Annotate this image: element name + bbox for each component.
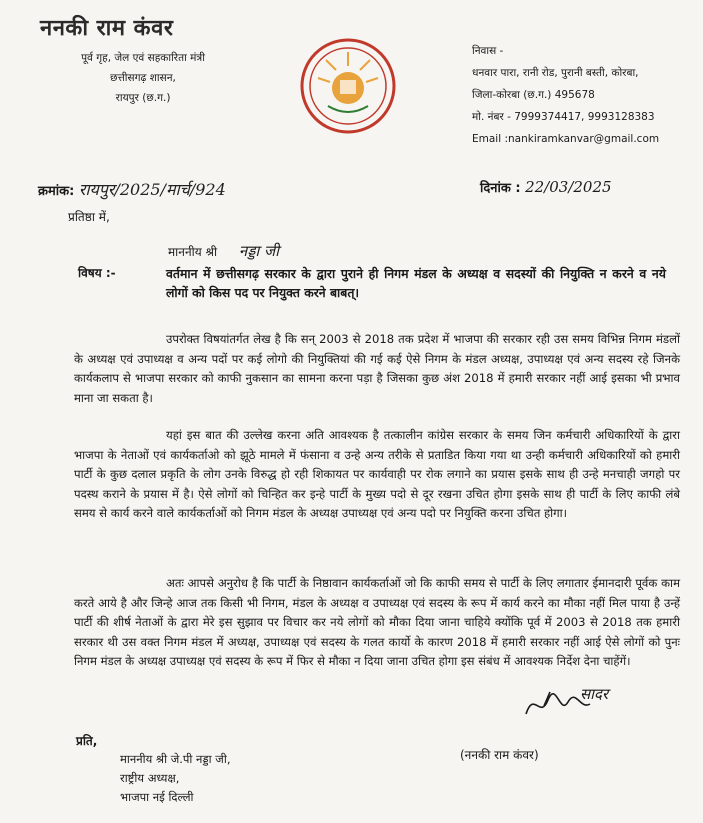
letterhead-name: ननकी राम कंवर (40, 16, 174, 41)
address-line: धनवार पारा, रानी रोड, पुरानी बस्ती, कोरबा, (472, 67, 639, 79)
copy-to-address (120, 750, 230, 807)
copy-to-line: राष्ट्रीय अध्यक्ष, (120, 771, 180, 785)
assembly-seal-emblem (298, 36, 398, 136)
copy-to-label: प्रति, (76, 734, 98, 748)
reference-value: रायपुर/2025/मार्च/924 (78, 180, 226, 199)
body-paragraph: यहां इस बात की उल्लेख करना अति आवश्यक है तत्कालीन कांग्रेस सरकार के समय जिन कर्मचारी अधिकारियों के द्वारा भाजपा के नेताओं एवं कार्यकर्ताओ को झूठे मामले में फंसाना व उन्हे अन्य तरीके से प्रताडित किया गया था उन्ही कर्मचारी अधिकारियों को हमारी पार्टी के कुछ दलाल प्रकृति के लोग उनके विरुद्ध हो रही शिकायत पर कार्यवाही पर रोक लगाने का प्रयास इसके साथ ही उन्हे मनचाही जगहो पर पदस्थ कराने के प्रयास में है। ऐसे लोगों को चिन्हित कर इन्हे पार्टी के मुख्य पदो से दूर रखना उचित होगा इसके साथ ही पार्टी के लिए काफी लंबे समय से कार्य करने वाले कार्यकर्ताओं को निगम मंडल के अध्यक्ष उपाध्यक्ष एवं अन्य पदो पर नियुक्ति करना उचित होगा। (74, 428, 680, 520)
reference-label: क्रमांक: (38, 184, 75, 199)
address-line: निवास - (472, 45, 504, 57)
copy-to-line: माननीय श्री जे.पी नड्डा जी, (120, 752, 231, 766)
reference-number (38, 178, 226, 200)
residence-address (472, 40, 659, 150)
letter-date (480, 178, 612, 196)
salutation: प्रतिष्ठा में, (68, 210, 110, 224)
designation-line: पूर्व गृह, जेल एवं सहकारिता मंत्री (81, 52, 205, 64)
email-line: Email :nankiramkanvar@gmail.com (472, 133, 660, 145)
designation-line: रायपुर (छ.ग.) (115, 92, 171, 104)
recipient-line (168, 241, 279, 261)
address-line: मो. नंबर - 7999374417, 9993128383 (472, 111, 655, 123)
body-paragraph: उपरोक्त विषयांतर्गत लेख है कि सन् 2003 से 2018 तक प्रदेश में भाजपा की सरकार रही उस समय विभिन्न निगम मंडलों के अध्यक्ष एवं उपाध्यक्ष व अन्य पदों पर कई लोगो की नियुक्तियां की गई कई ऐसे निगम के मंडल अध्यक्ष, उपाध्यक्ष एवं अन्य सदस्य रहे जिनके कार्यकलाप से भाजपा सरकार को काफी नुकसान का सामना करना पड़ा है जिसका कुछ अंश 2018 में हमारी सरकार नहीं आई इसका भी प्रभाव माना जा सकता है। (74, 332, 680, 405)
recipient-prefix: माननीय श्री (168, 245, 218, 259)
recipient-handwritten: नड्डा जी (238, 242, 280, 260)
date-value: 22/03/2025 (525, 178, 612, 196)
subject-text: वर्तमान में छत्तीसगढ़ सरकार के द्वारा पुराने ही निगम मंडल के अध्यक्ष व सदस्यों की नियुक्ति न करने व नये लोगों को किस पद पर नियुक्त करने बाबत्। (166, 266, 666, 300)
address-line: जिला-कोरबा (छ.ग.) 495678 (472, 89, 595, 101)
signer-name: (ननकी राम कंवर) (460, 748, 539, 762)
date-label: दिनांक : (480, 181, 521, 196)
handwritten-signature (520, 680, 610, 730)
signature-note: सादर (580, 685, 609, 703)
copy-to-line: भाजपा नई दिल्ली (120, 790, 194, 804)
designation-line: छत्तीसगढ़ शासन, (110, 72, 176, 84)
body-paragraph: अतः आपसे अनुरोध है कि पार्टी के निष्ठावान कार्यकर्ताओं जो कि काफी समय से पार्टी के लिए लगातार ईमानदारी पूर्वक काम करते आये है और जिन्हे आज तक किसी भी निगम, मंडल के अध्यक्ष व उपाध्यक्ष एवं सदस्य के रूप में कार्य करने का मौका नहीं मिल पाया है उन्हें पार्टी की शीर्ष नेताओं के द्वारा मेरे इस सुझाव पर विचार कर नये लोगों को मौका दिया जाना चाहिये क्योंकि पूर्व में 2003 से 2018 तक हमारी सरकार थी उस वक्त निगम मंडल में अध्यक्ष, उपाध्यक्ष एवं सदस्य के गलत कार्यो के कारण 2018 में हमारी सरकार नहीं आई ऐसे लोगों को पुनः निगम मंडल के अध्यक्ष उपाध्यक्ष एवं सदस्य के रूप में फिर से मौका न दिया जाना उचित होगा इस संबंध में आवश्यक निर्देश देना चाहेंगें। (74, 576, 680, 668)
letterhead-designation (43, 48, 243, 108)
subject-label: विषय :- (78, 266, 116, 280)
